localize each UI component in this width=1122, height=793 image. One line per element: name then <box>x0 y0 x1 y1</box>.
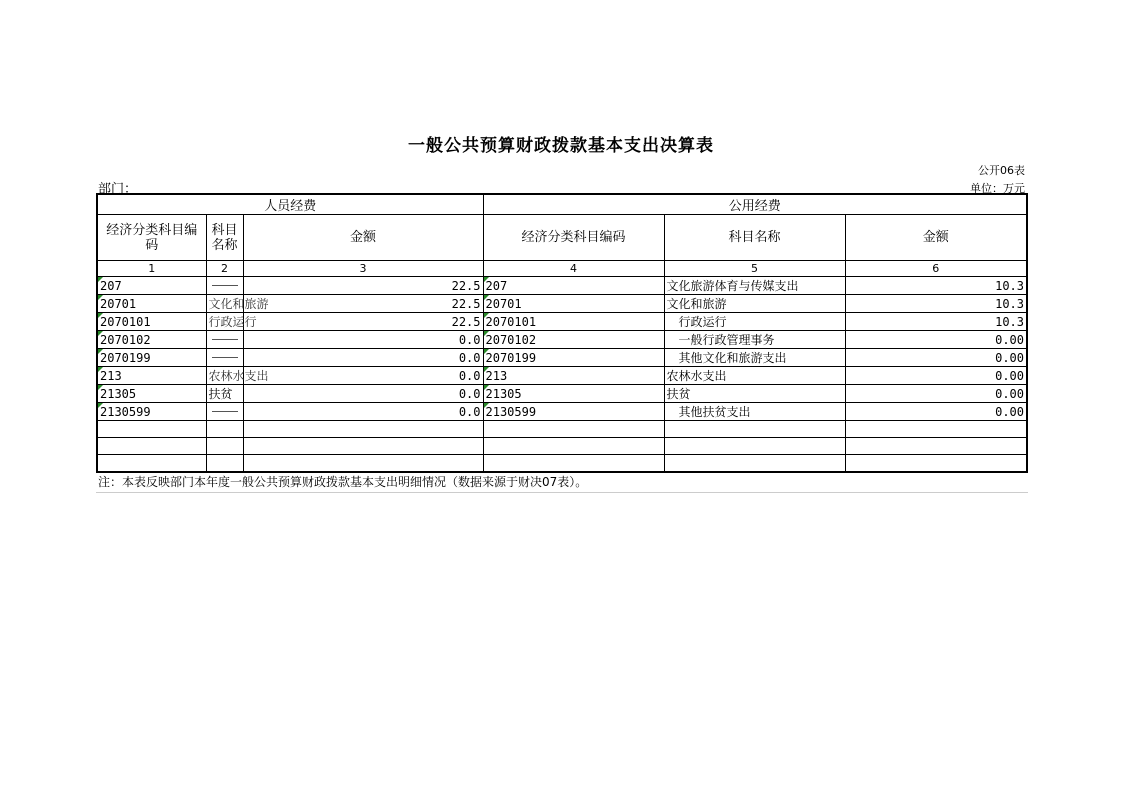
personnel-name-cell <box>206 331 243 349</box>
group-public: 公用经费 <box>483 194 1027 215</box>
personnel-code-cell: 2070199 <box>97 349 206 367</box>
public-amount-cell: 0.00 <box>845 331 1027 349</box>
personnel-name-cell: 农林水支出 <box>206 367 243 385</box>
public-code-cell: 2070101 <box>483 313 664 331</box>
personnel-code-cell: 2130599 <box>97 403 206 421</box>
public-amount-cell: 10.3 <box>845 295 1027 313</box>
form-number: 公开06表 <box>978 164 1025 177</box>
public-code-cell: 2070102 <box>483 331 664 349</box>
public-code-cell: 20701 <box>483 295 664 313</box>
personnel-name-cell: 扶贫 <box>206 385 243 403</box>
public-name-cell: 文化和旅游 <box>664 295 845 313</box>
empty-cell <box>845 421 1027 438</box>
col-number: 6 <box>845 261 1027 277</box>
unit-label: 单位：万元 <box>970 182 1025 195</box>
group-header-row <box>97 194 1027 215</box>
personnel-amount-cell: 0.0 <box>243 331 483 349</box>
personnel-code-cell: 21305 <box>97 385 206 403</box>
table-note: 注：本表反映部门本年度一般公共预算财政拨款基本支出明细情况（数据来源于财决07表）。 <box>96 471 1028 493</box>
table-row <box>97 403 1027 421</box>
public-code-cell: 2070199 <box>483 349 664 367</box>
empty-cell <box>243 438 483 455</box>
col-number: 2 <box>206 261 243 277</box>
header-personnel-name: 科目名称 <box>206 215 243 261</box>
empty-cell <box>97 438 206 455</box>
personnel-amount-cell: 0.0 <box>243 349 483 367</box>
personnel-name-cell <box>206 277 243 295</box>
header-personnel-code: 经济分类科目编码 <box>97 215 206 261</box>
table-row <box>97 277 1027 295</box>
public-code-cell: 21305 <box>483 385 664 403</box>
empty-cell <box>483 455 664 473</box>
empty-cell <box>664 421 845 438</box>
expenditure-table <box>96 193 1028 473</box>
department-label: 部门： <box>98 182 138 197</box>
personnel-name-cell <box>206 403 243 421</box>
personnel-amount-cell: 0.0 <box>243 385 483 403</box>
personnel-code-cell: 20701 <box>97 295 206 313</box>
public-code-cell: 213 <box>483 367 664 385</box>
public-code-cell: 207 <box>483 277 664 295</box>
empty-cell <box>483 421 664 438</box>
empty-row <box>97 455 1027 473</box>
personnel-name-cell: 行政运行 <box>206 313 243 331</box>
table-row <box>97 295 1027 313</box>
group-personnel: 人员经费 <box>97 194 483 215</box>
public-name-cell: 扶贫 <box>664 385 845 403</box>
empty-cell <box>206 421 243 438</box>
header-public-name: 科目名称 <box>664 215 845 261</box>
empty-cell <box>243 455 483 473</box>
header-public-code: 经济分类科目编码 <box>483 215 664 261</box>
personnel-amount-cell: 0.0 <box>243 403 483 421</box>
empty-row <box>97 438 1027 455</box>
public-amount-cell: 0.00 <box>845 367 1027 385</box>
col-number: 4 <box>483 261 664 277</box>
public-name-cell: 行政运行 <box>664 313 845 331</box>
table-row <box>97 367 1027 385</box>
page-title: 一般公共预算财政拨款基本支出决算表 <box>408 136 714 156</box>
column-header-row <box>97 215 1027 261</box>
empty-cell <box>664 455 845 473</box>
personnel-amount-cell: 22.5 <box>243 313 483 331</box>
personnel-code-cell: 207 <box>97 277 206 295</box>
table-row <box>97 313 1027 331</box>
personnel-name-cell: 文化和旅游 <box>206 295 243 313</box>
public-name-cell: 一般行政管理事务 <box>664 331 845 349</box>
col-number: 5 <box>664 261 845 277</box>
public-name-cell: 其他文化和旅游支出 <box>664 349 845 367</box>
public-name-cell: 农林水支出 <box>664 367 845 385</box>
column-number-row <box>97 261 1027 277</box>
personnel-code-cell: 2070102 <box>97 331 206 349</box>
personnel-name-cell <box>206 349 243 367</box>
table-row <box>97 331 1027 349</box>
table-row <box>97 349 1027 367</box>
empty-cell <box>97 421 206 438</box>
public-name-cell: 其他扶贫支出 <box>664 403 845 421</box>
public-code-cell: 2130599 <box>483 403 664 421</box>
empty-cell <box>664 438 845 455</box>
personnel-amount-cell: 22.5 <box>243 295 483 313</box>
empty-cell <box>206 438 243 455</box>
empty-cell <box>845 438 1027 455</box>
public-amount-cell: 0.00 <box>845 385 1027 403</box>
empty-cell <box>243 421 483 438</box>
empty-row <box>97 421 1027 438</box>
personnel-amount-cell: 22.5 <box>243 277 483 295</box>
header-public-amount: 金额 <box>845 215 1027 261</box>
personnel-code-cell: 213 <box>97 367 206 385</box>
empty-cell <box>206 455 243 473</box>
table-row <box>97 385 1027 403</box>
empty-cell <box>483 438 664 455</box>
public-name-cell: 文化旅游体育与传媒支出 <box>664 277 845 295</box>
empty-cell <box>97 455 206 473</box>
col-number: 3 <box>243 261 483 277</box>
public-amount-cell: 0.00 <box>845 403 1027 421</box>
public-amount-cell: 10.3 <box>845 277 1027 295</box>
col-number: 1 <box>97 261 206 277</box>
empty-cell <box>845 455 1027 473</box>
public-amount-cell: 0.00 <box>845 349 1027 367</box>
header-personnel-amount: 金额 <box>243 215 483 261</box>
personnel-amount-cell: 0.0 <box>243 367 483 385</box>
public-amount-cell: 10.3 <box>845 313 1027 331</box>
personnel-code-cell: 2070101 <box>97 313 206 331</box>
